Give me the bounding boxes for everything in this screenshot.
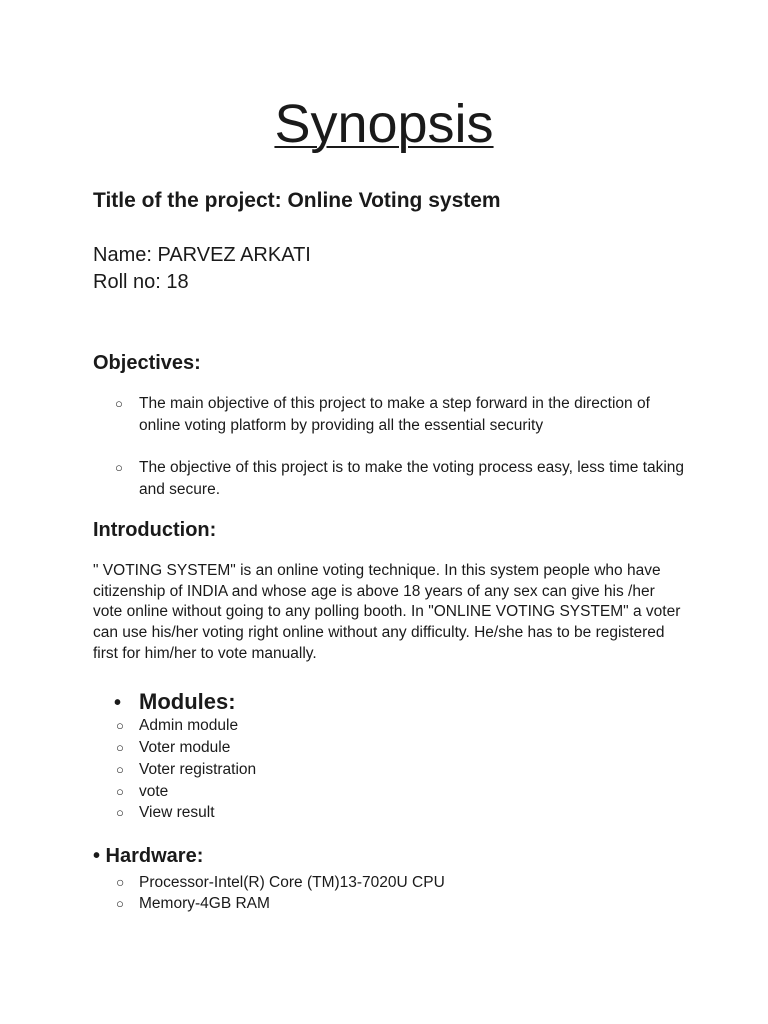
hollow-bullet-icon: ○ [116, 896, 124, 911]
hollow-bullet-icon: ○ [116, 805, 124, 820]
objective-item [93, 393, 693, 437]
hollow-bullet-icon: ○ [116, 784, 124, 799]
hardware-item [116, 871, 445, 894]
hollow-bullet-icon: ○ [115, 460, 123, 475]
hollow-bullet-icon: ○ [116, 718, 124, 733]
hardware-item-label: Processor-Intel(R) Core (TM)13-7020U CPU [139, 874, 445, 891]
hardware-item [116, 893, 270, 915]
roll-number: Roll no: 18 [93, 271, 189, 293]
module-item [116, 802, 215, 824]
hollow-bullet-icon: ○ [116, 874, 125, 890]
hollow-bullet-icon: ○ [115, 396, 123, 411]
hardware-item-label: Memory-4GB RAM [139, 895, 270, 912]
module-item [116, 737, 230, 759]
module-item-label: Admin module [139, 717, 239, 734]
hollow-bullet-icon: ○ [116, 762, 124, 777]
module-item [116, 759, 256, 781]
module-item-label: View result [139, 804, 215, 821]
objective-item [93, 457, 693, 501]
module-item-label: vote [139, 783, 169, 800]
module-item-label: Voter module [139, 739, 231, 756]
modules-heading-text: Modules: [139, 689, 236, 714]
introduction-paragraph: " VOTING SYSTEM" is an online voting technique. In this system people who have citizenship of INDIA and whose age is above 18 years of any sex can give his /her vote online without going to any polling booth. In "ONLINE VOTING SYSTEM" a voter can use his/her voting right online without any difficulty. He/she has to be registered first for him/her to vote manually. [93, 562, 681, 662]
module-item-label: Voter registration [139, 761, 257, 778]
module-item [116, 781, 168, 803]
hollow-bullet-icon: ○ [116, 740, 124, 755]
bullet-icon: • [114, 692, 122, 714]
modules-heading [114, 688, 236, 717]
project-title: Title of the project: Online Voting system [93, 189, 501, 212]
objective-text: The main objective of this project to make a step forward in the direction of online voting platform by providing all the essential security [139, 395, 650, 434]
student-name: Name: PARVEZ ARKATI [93, 244, 311, 266]
introduction-heading: Introduction: [93, 519, 217, 541]
document-title: Synopsis [274, 94, 494, 154]
hardware-heading: • Hardware: [93, 845, 204, 867]
objectives-heading: Objectives: [93, 352, 201, 374]
objective-text: The objective of this project is to make the voting process easy, less time taking and secure. [139, 459, 685, 498]
module-item [116, 715, 238, 737]
